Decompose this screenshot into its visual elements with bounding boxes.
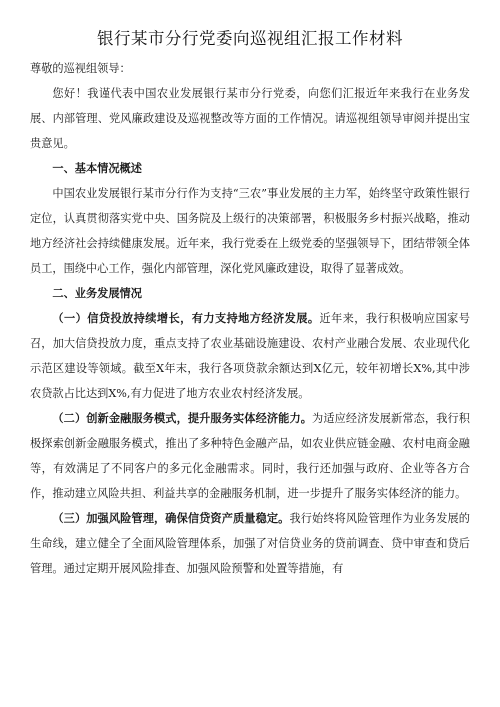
- section-heading-business-development: 二、业务发展情况: [52, 286, 142, 300]
- business-item-risk-management: [30, 506, 470, 581]
- item-body-text: 我行始终将风险管理作为业务发展的生命线，建立健全了全面风险管理体系，加强了对信贷业务的贷前调查、贷中审查和贷后管理。通过定期开展风险排查、加强风险预警和处置等措施，有: [30, 512, 470, 575]
- business-item-service-innovation: [30, 406, 470, 506]
- item-lead-text: （一）信贷投放持续增长，有力支持地方经济发展。: [52, 311, 320, 325]
- intro-paragraph: 您好！我谨代表中国农业发展银行某市分行党委，向您们汇报近年来我行在业务发展、内部管理、党风廉政建设及巡视整改等方面的工作情况。请巡视组领导审阅并提出宝贵意见。: [30, 87, 470, 150]
- section-heading-basic-overview: 一、基本情况概述: [52, 161, 142, 175]
- item-lead-text: （二）创新金融服务模式，提升服务实体经济能力。: [52, 411, 313, 425]
- section-basic-overview-body: 中国农业发展银行某市分行作为支持“三农”事业发展的主力军，始终坚守政策性银行定位，认真贯彻落实党中央、国务院及上级行的决策部署，积极服务乡村振兴战略，推动地方经济社会持续健康发展。近年来，我行党委在上级党委的坚强领导下，团结带领全体员工，围绕中心工作，强化内部管理，深化党风廉政建设，取得了显著成效。: [30, 187, 470, 275]
- salutation: 尊敬的巡视组领导：: [30, 62, 131, 75]
- item-body-text: 为适应经济发展新常态，我行积极探索创新金融服务模式，推出了多种特色金融产品，如农业供应链金融、农村电商金融等，有效满足了不同客户的多元化金融需求。同时，我行还加强与政府、企业等各方合作，推动建立风险共担、利益共享的金融服务机制，进一步提升了服务实体经济的能力。: [30, 412, 470, 500]
- item-body-text: 近年来，我行积极响应国家号召，加大信贷投放力度，重点支持了农业基础设施建设、农村产业融合发展、农业现代化示范区建设等领域。截至X年末，我行各项贷款余额达到X亿元，较年初增长X%,其中涉农贷款占比达到X%,有力促进了地方农业农村经济发展。: [30, 312, 470, 400]
- item-lead-text: （三）加强风险管理，确保信贷资产质量稳定。: [52, 511, 290, 525]
- business-item-credit-growth: [30, 306, 470, 406]
- document-title: 银行某市分行党委向巡视组汇报工作材料: [97, 29, 403, 48]
